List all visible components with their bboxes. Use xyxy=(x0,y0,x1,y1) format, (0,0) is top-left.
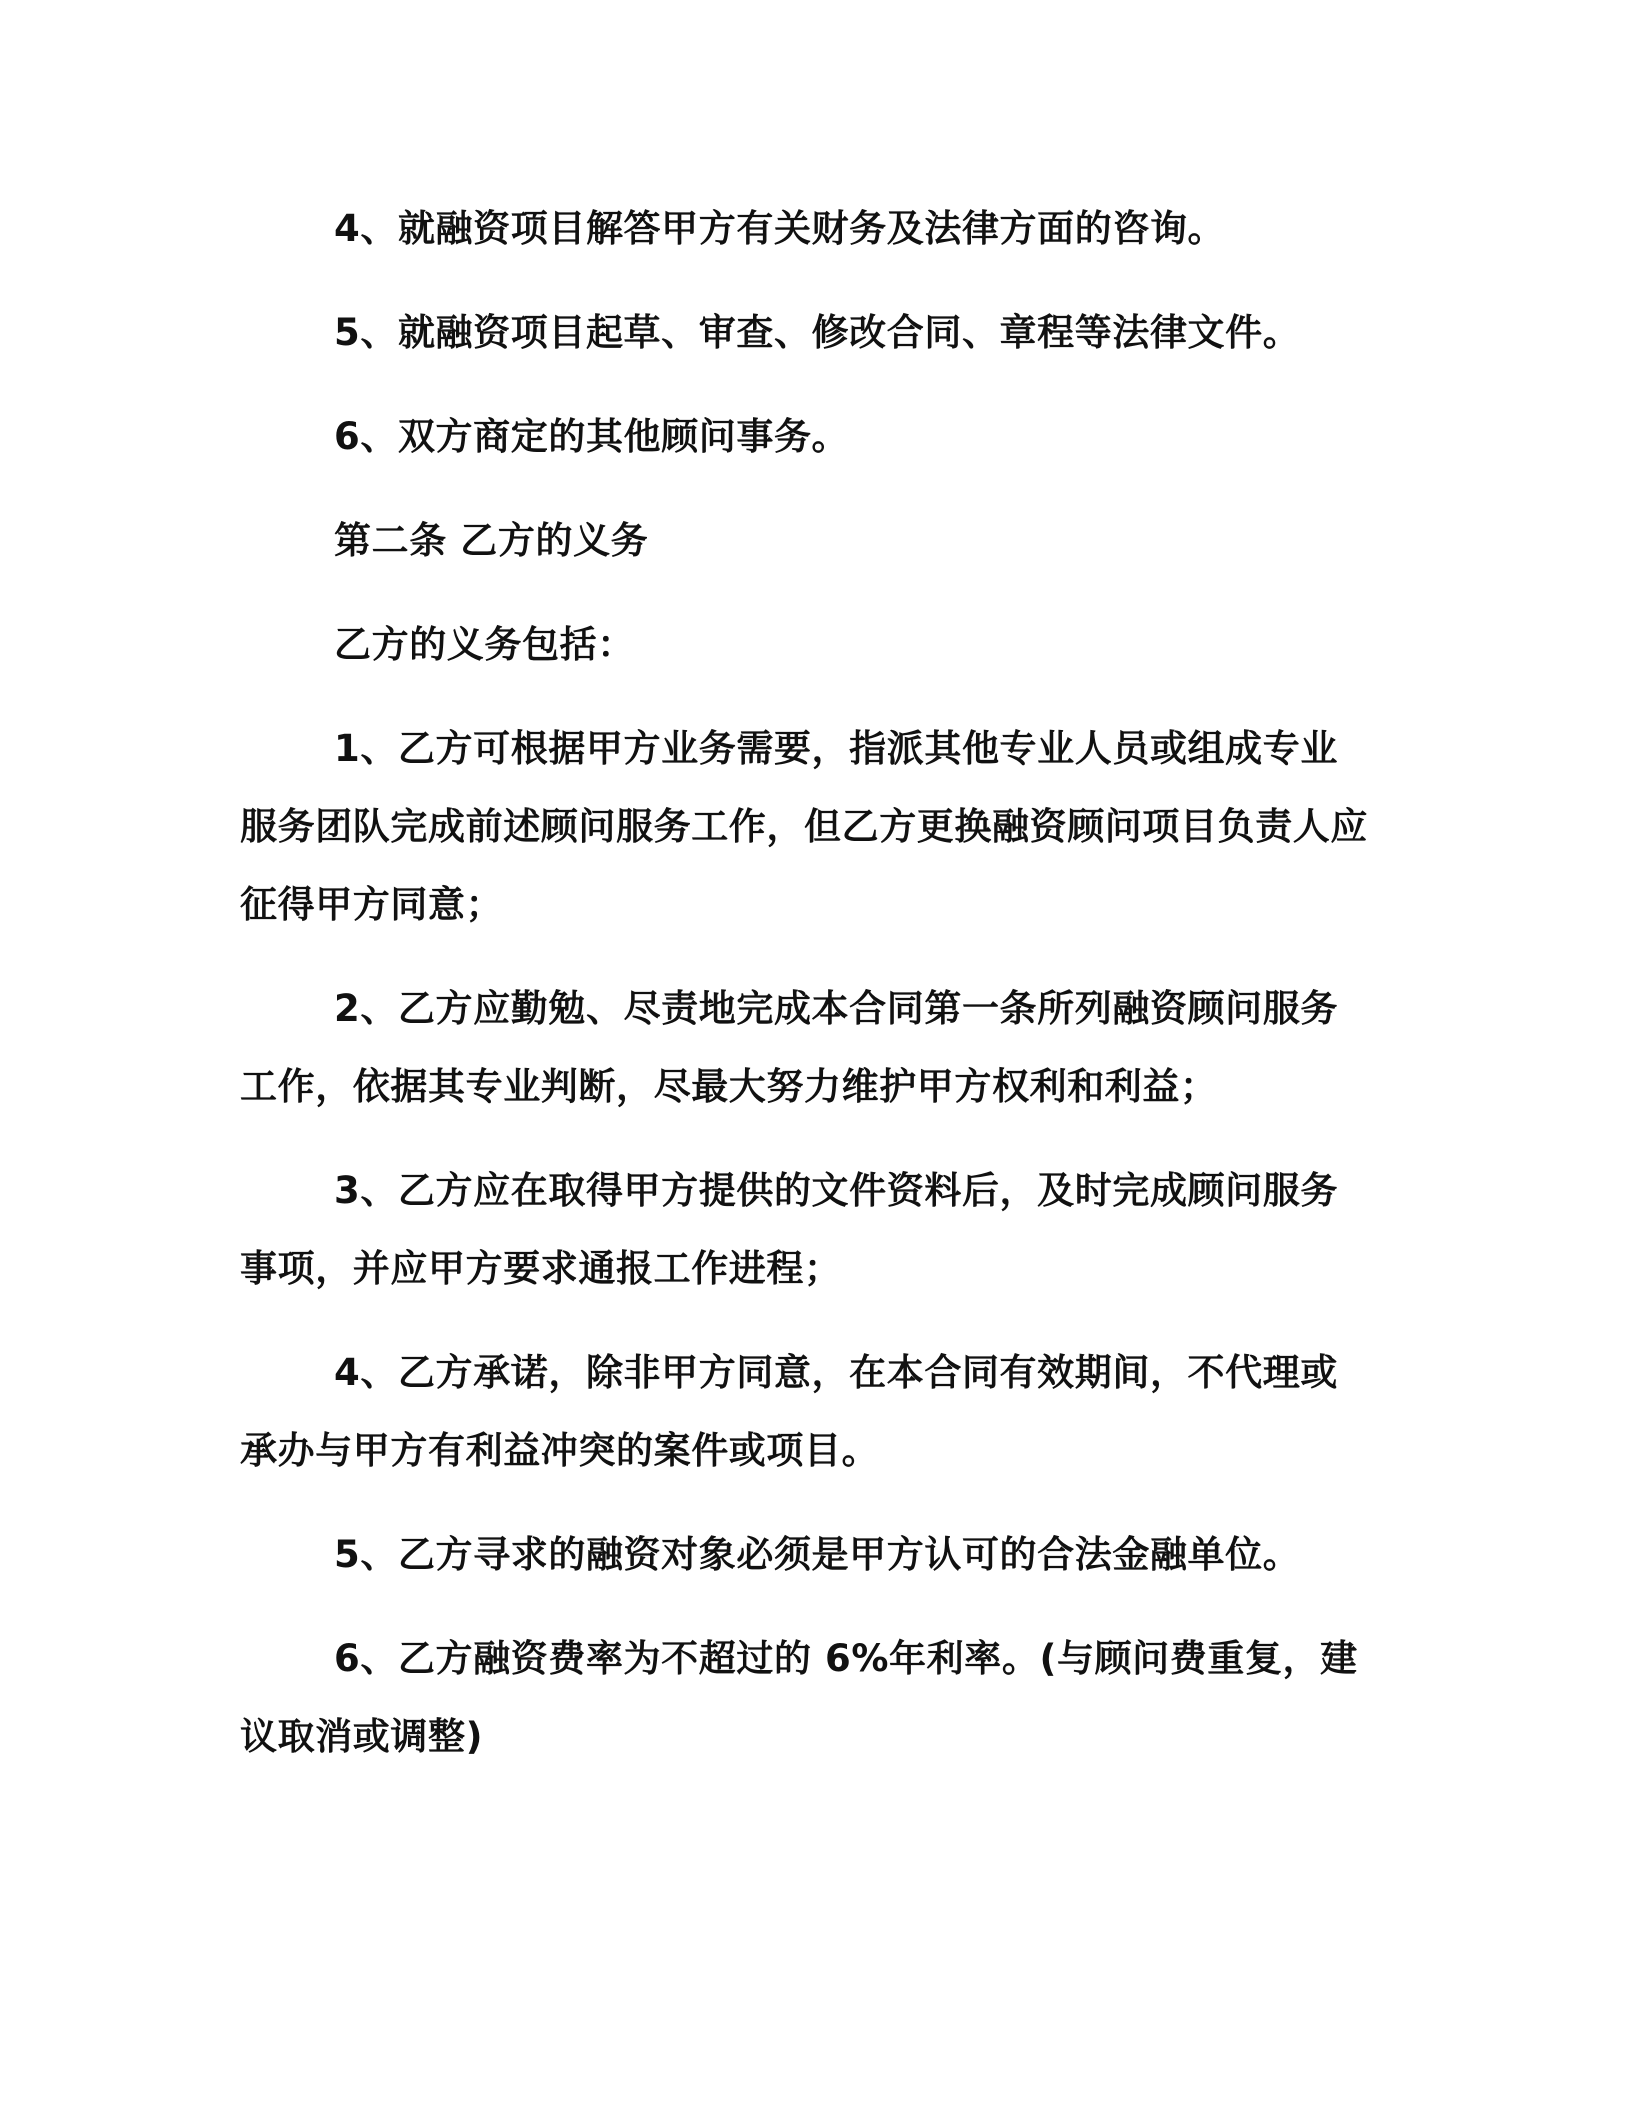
paragraph-obligation-2: 2、乙方应勤勉、尽责地完成本合同第一条所列融资顾问服务工作，依据其专业判断，尽最大努力维护甲方权利和利益； xyxy=(240,987,1338,1108)
paragraph-service-6: 6、双方商定的其他顾问事务。 xyxy=(334,415,850,458)
paragraph-obligations-intro: 乙方的义务包括： xyxy=(334,623,635,666)
paragraph-service-4: 4、就融资项目解答甲方有关财务及法律方面的咨询。 xyxy=(334,207,1226,250)
paragraph-obligation-6: 6、乙方融资费率为不超过的 6%年利率。(与顾问费重复，建议取消或调整) xyxy=(240,1637,1358,1758)
paragraph-obligation-4: 4、乙方承诺，除非甲方同意，在本合同有效期间，不代理或承办与甲方有利益冲突的案件或项目。 xyxy=(240,1351,1338,1472)
document-body xyxy=(240,190,1370,1776)
paragraph-obligation-1: 1、乙方可根据甲方业务需要，指派其他专业人员或组成专业服务团队完成前述顾问服务工作，但乙方更换融资顾问项目负责人应征得甲方同意； xyxy=(240,727,1368,926)
paragraph-obligation-5: 5、乙方寻求的融资对象必须是甲方认可的合法金融单位。 xyxy=(334,1533,1301,1576)
paragraph-obligation-3: 3、乙方应在取得甲方提供的文件资料后，及时完成顾问服务事项，并应甲方要求通报工作进程； xyxy=(240,1169,1338,1290)
section-heading-article-2: 第二条 乙方的义务 xyxy=(334,519,649,562)
paragraph-service-5: 5、就融资项目起草、审查、修改合同、章程等法律文件。 xyxy=(334,311,1301,354)
